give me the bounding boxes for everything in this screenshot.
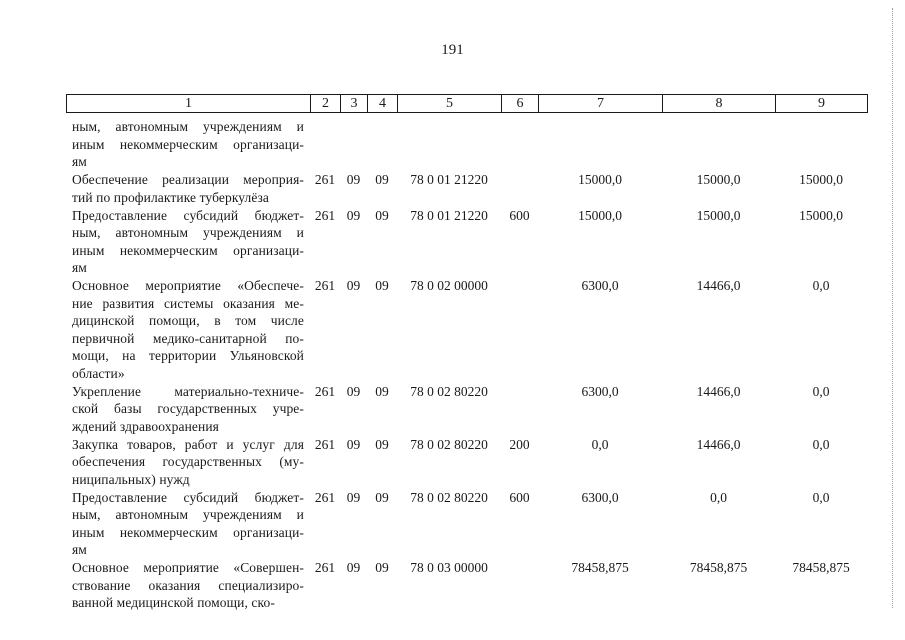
row-name-line: Обеспечение реализации мероприя- <box>72 172 304 187</box>
row-name <box>66 559 310 612</box>
row-name-line: Предоставление субсидий бюджет- <box>72 489 304 505</box>
row-name-line: Основное мероприятие «Обеспече- <box>72 278 304 293</box>
row-name <box>66 118 310 171</box>
column-2-value <box>310 118 340 171</box>
column-2-value: 261 <box>314 207 336 223</box>
column-5-code: 78 0 02 00000 <box>410 278 488 293</box>
column-9-amount: 15000,0 <box>799 172 843 187</box>
header-cell-2: 2 <box>311 95 341 113</box>
row-name-line: ждений здравоохранения <box>72 418 219 434</box>
row-name-line: Основное мероприятие «Совершен- <box>72 560 304 575</box>
column-9-amount: 78458,875 <box>792 560 850 575</box>
column-2-value: 261 <box>314 172 336 187</box>
column-8-amount: 14466,0 <box>696 278 741 293</box>
column-5-code: 78 0 01 21220 <box>410 207 488 223</box>
column-5-code: 78 0 02 80220 <box>410 383 488 399</box>
table-row <box>66 277 867 383</box>
column-3-value: 09 <box>346 207 361 223</box>
column-9-amount: 0,0 <box>812 436 830 452</box>
column-9-amount <box>775 118 867 171</box>
row-name-line: ным, автономным учреждениям и <box>72 225 304 240</box>
row-name <box>66 436 310 489</box>
column-7-amount: 78458,875 <box>571 560 629 575</box>
column-4-value: 09 <box>375 278 389 293</box>
row-name-line: Предоставление субсидий бюджет- <box>72 207 304 223</box>
column-7-amount: 6300,0 <box>581 489 619 505</box>
row-name-line: ным, автономным учреждениям и <box>72 119 304 134</box>
column-7-amount <box>538 118 662 171</box>
column-4-value: 09 <box>375 207 389 223</box>
table-row <box>66 207 867 278</box>
column-4-value: 09 <box>375 560 389 575</box>
column-8-amount: 14466,0 <box>696 436 741 452</box>
table-row <box>66 489 867 560</box>
table-row <box>66 118 867 171</box>
column-4-value: 09 <box>375 436 389 452</box>
row-name-line: ям <box>72 154 87 169</box>
row-name <box>66 383 310 436</box>
row-name-line: обеспечения государственных (му- <box>72 454 304 469</box>
column-9-amount: 0,0 <box>812 278 830 293</box>
row-name <box>66 207 310 278</box>
row-name-line: тий по профилактике туберкулёза <box>72 189 269 205</box>
column-8-amount <box>662 118 775 171</box>
column-7-amount: 0,0 <box>591 436 609 452</box>
row-name-line: ям <box>72 260 87 275</box>
row-name-line: первичной медико-санитарной по- <box>72 330 304 346</box>
column-7-amount: 6300,0 <box>581 383 619 399</box>
column-5-code: 78 0 03 00000 <box>410 560 488 575</box>
row-name-line: Закупка товаров, работ и услуг для <box>72 436 304 452</box>
column-9-amount: 15000,0 <box>799 207 843 223</box>
header-cell-5: 5 <box>398 95 502 113</box>
page-edge-line <box>892 8 893 608</box>
column-8-amount: 15000,0 <box>696 207 741 223</box>
column-6-code <box>501 118 538 171</box>
header-cell-1: 1 <box>67 95 311 113</box>
column-5-code <box>397 118 501 171</box>
column-5-code: 78 0 02 80220 <box>410 489 488 505</box>
column-5-code: 78 0 01 21220 <box>410 172 488 187</box>
column-7-amount: 15000,0 <box>578 172 622 187</box>
table-header <box>66 94 868 113</box>
row-name-line: ванной медицинской помощи, ско- <box>72 595 275 610</box>
column-2-value: 261 <box>314 560 336 575</box>
row-name-line: ние развития системы оказания ме- <box>72 295 304 311</box>
column-4-value: 09 <box>375 489 389 505</box>
column-7-amount: 15000,0 <box>578 207 622 223</box>
column-6-code: 200 <box>509 436 530 452</box>
header-cell-7: 7 <box>539 95 663 113</box>
header-cell-6: 6 <box>502 95 539 113</box>
column-8-amount: 0,0 <box>710 489 727 505</box>
row-name-line: дицинской помощи, в том числе <box>72 313 304 328</box>
column-2-value: 261 <box>314 383 336 399</box>
table-row <box>66 171 867 207</box>
row-name <box>66 489 310 560</box>
column-9-amount: 0,0 <box>812 383 830 399</box>
row-name <box>66 277 310 383</box>
column-6-code <box>501 559 538 612</box>
column-7-amount: 6300,0 <box>581 278 619 293</box>
column-6-code <box>501 277 538 383</box>
column-2-value: 261 <box>314 436 336 452</box>
header-cell-8: 8 <box>663 95 776 113</box>
column-3-value <box>340 118 367 171</box>
column-3-value: 09 <box>346 383 361 399</box>
column-8-amount: 14466,0 <box>696 383 741 399</box>
row-name-line: ным, автономным учреждениям и <box>72 507 304 522</box>
column-4-value: 09 <box>375 172 389 187</box>
header-cell-4: 4 <box>368 95 398 113</box>
row-name-line: мощи, на территории Ульяновской <box>72 348 304 363</box>
column-2-value: 261 <box>314 489 336 505</box>
row-name-line: иным некоммерческим организаци- <box>72 242 304 258</box>
row-name-line: иным некоммерческим организаци- <box>72 136 304 152</box>
column-4-value: 09 <box>375 383 389 399</box>
column-3-value: 09 <box>346 278 361 293</box>
column-6-code <box>501 171 538 207</box>
row-name-line: Укрепление материально-техниче- <box>72 383 304 399</box>
table-body <box>66 118 867 612</box>
column-6-code <box>501 383 538 436</box>
table-row <box>66 559 867 612</box>
column-6-code: 600 <box>509 489 530 505</box>
column-3-value: 09 <box>346 172 361 187</box>
column-9-amount: 0,0 <box>812 489 830 505</box>
row-name-line: иным некоммерческим организаци- <box>72 524 304 540</box>
column-3-value: 09 <box>346 560 361 575</box>
column-5-code: 78 0 02 80220 <box>410 436 488 452</box>
header-cell-9: 9 <box>776 95 868 113</box>
page-number: 191 <box>441 42 464 58</box>
row-name-line: ниципальных) нужд <box>72 471 190 487</box>
column-8-amount: 15000,0 <box>696 172 741 187</box>
row-name-line: ствование оказания специализиро- <box>72 577 304 593</box>
header-cell-3: 3 <box>341 95 368 113</box>
table-row <box>66 383 867 436</box>
column-3-value: 09 <box>346 489 361 505</box>
row-name-line: ям <box>72 542 87 557</box>
column-6-code: 600 <box>509 207 530 223</box>
header-row <box>67 95 868 113</box>
row-name <box>66 171 310 207</box>
column-3-value: 09 <box>346 436 361 452</box>
column-4-value <box>367 118 397 171</box>
row-name-line: области» <box>72 365 125 381</box>
column-2-value: 261 <box>314 278 336 293</box>
row-name-line: ской базы государственных учре- <box>72 401 304 416</box>
table-row <box>66 436 867 489</box>
column-8-amount: 78458,875 <box>689 560 748 575</box>
